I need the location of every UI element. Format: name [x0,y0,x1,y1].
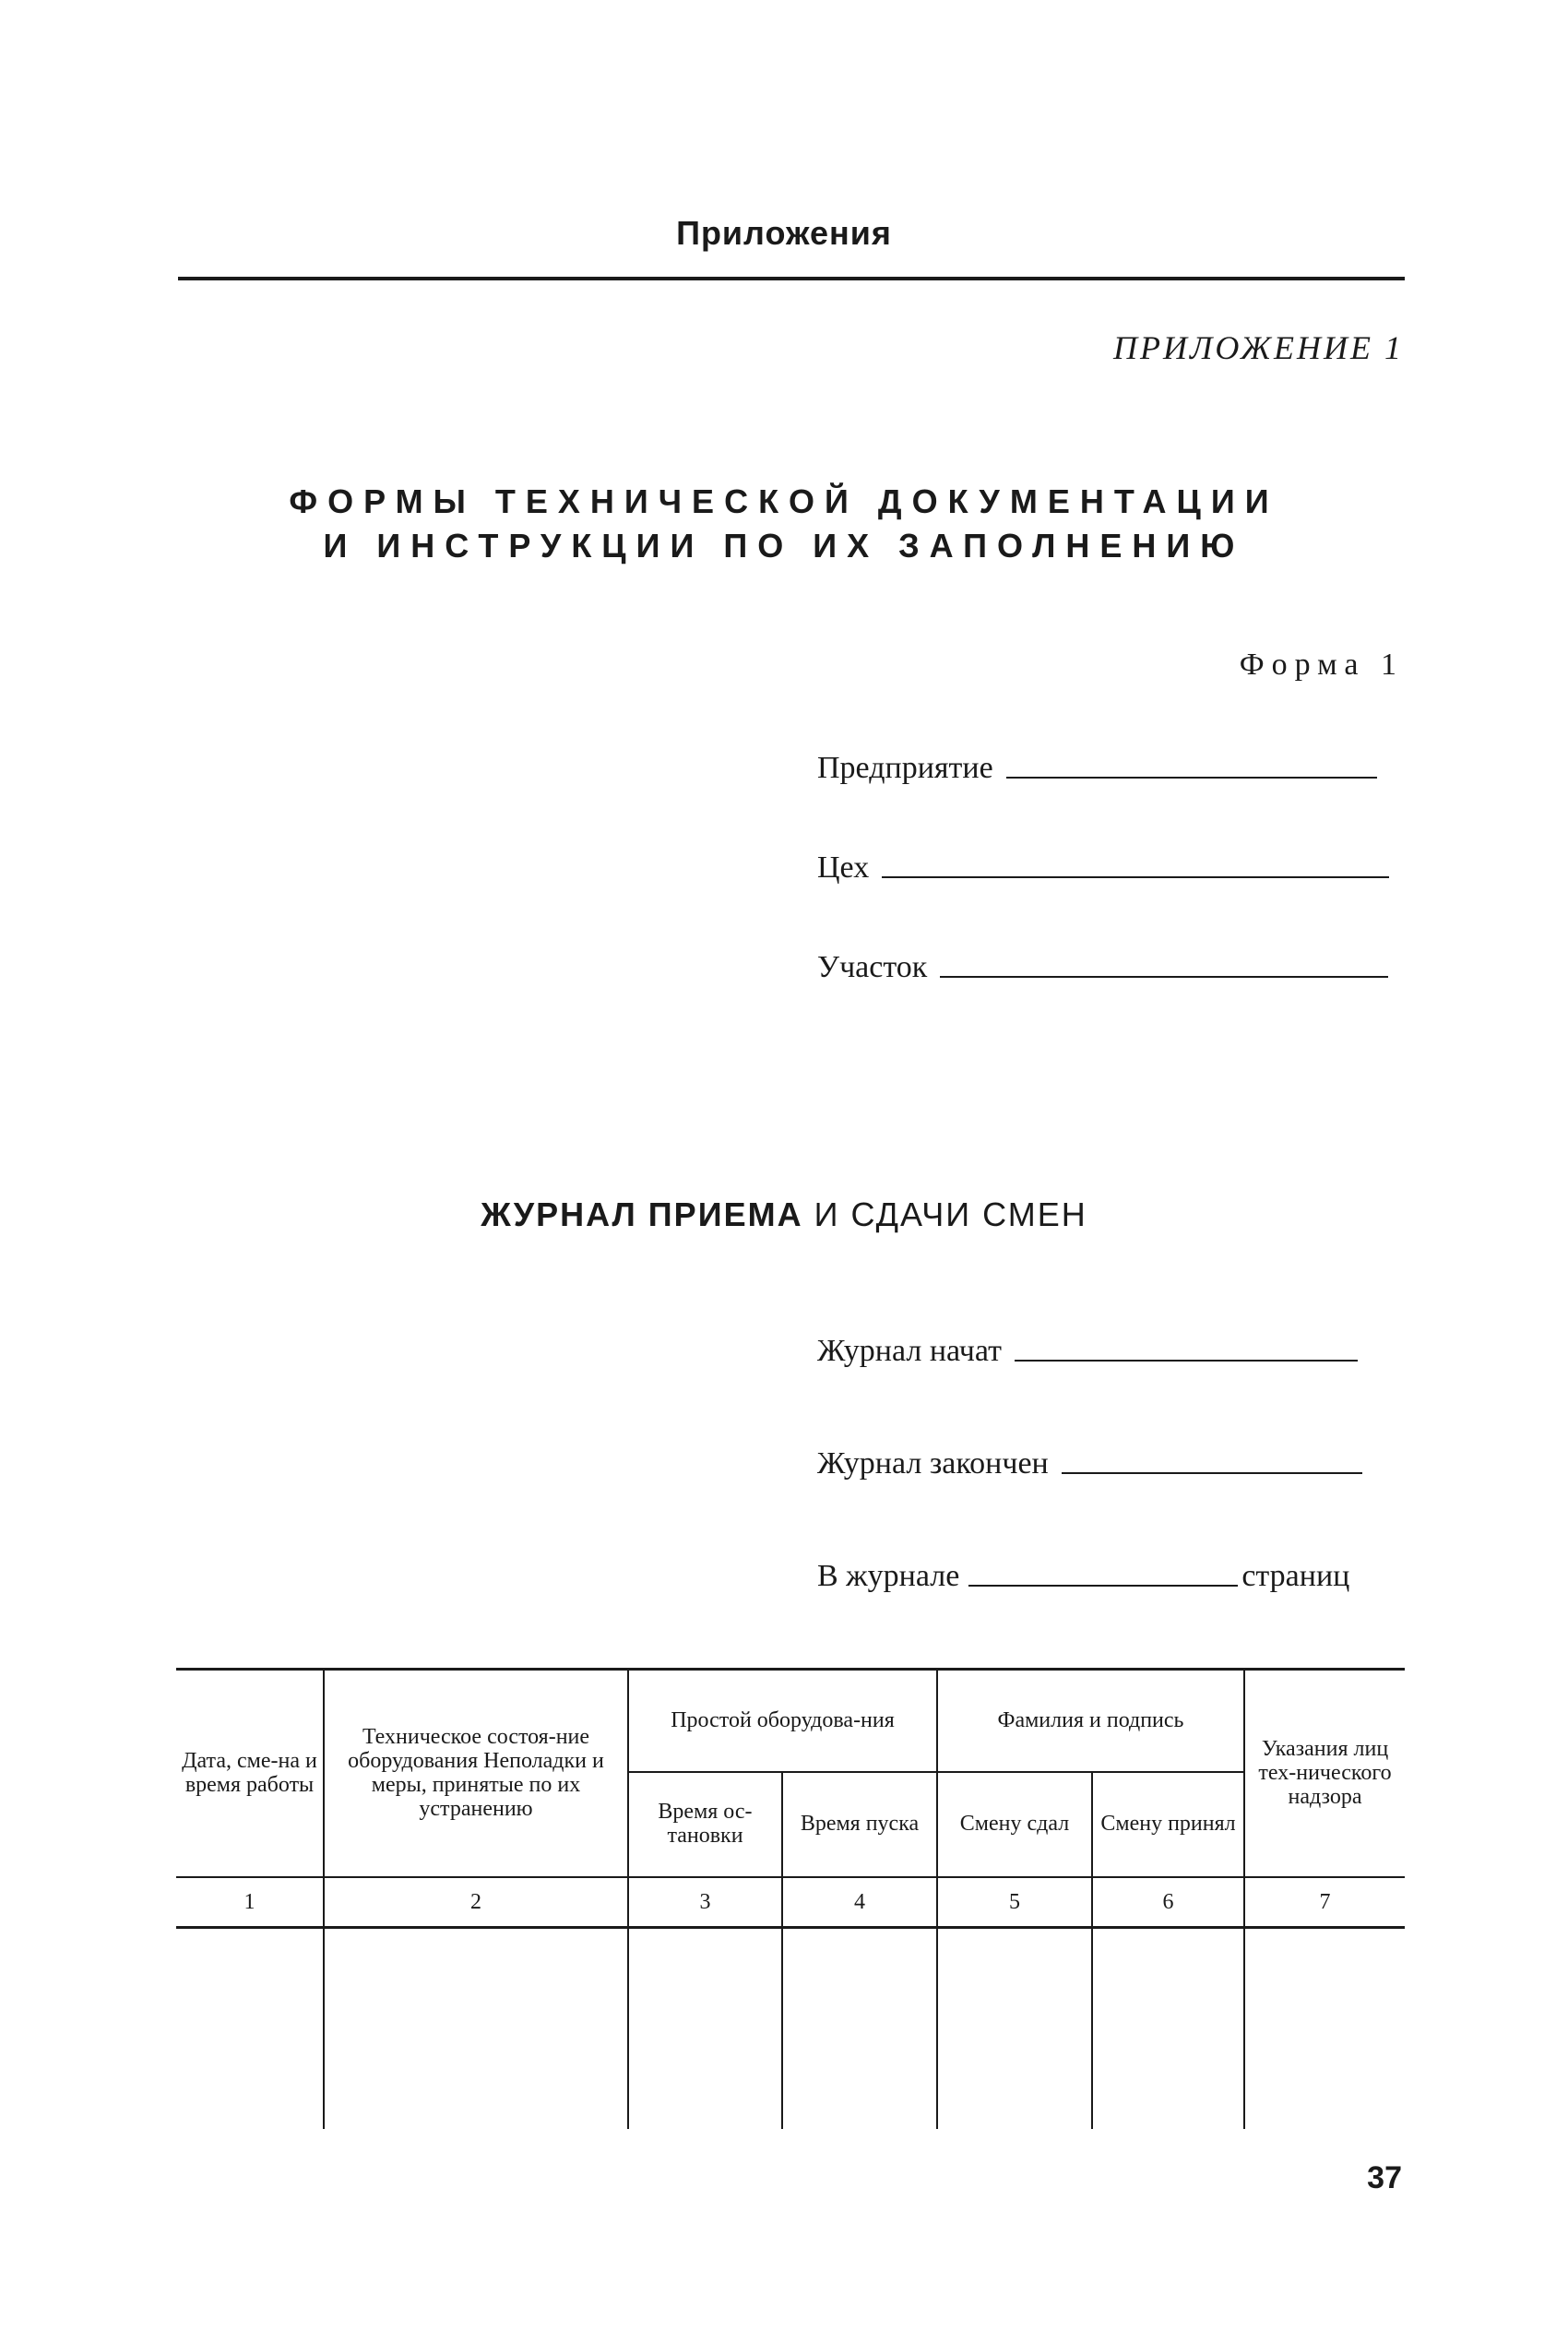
page-count-field [817,1559,1349,1594]
header-date-shift: Дата, сме-на и время работы [182,1749,317,1797]
page-count-suffix: страниц [1241,1559,1350,1593]
page-number: 37 [1367,2160,1402,2195]
section-blank[interactable] [940,974,1388,978]
shift-log-table [176,1668,1405,2129]
header-downtime-group: Простой оборудова-ния [671,1708,895,1732]
column-number-4: 4 [854,1890,865,1914]
journal-finished-blank[interactable] [1062,1470,1362,1474]
journal-title-rest: И СДАЧИ СМЕН [814,1195,1087,1233]
main-title-line-2: И ИНСТРУКЦИИ ПО ИХ ЗАПОЛНЕНИЮ [323,527,1245,565]
journal-title [0,1195,1568,1234]
workshop-field [817,850,1389,886]
header-names-group: Фамилия и подпись [997,1708,1184,1732]
page-count-blank[interactable] [968,1585,1238,1587]
column-number-3: 3 [699,1890,711,1914]
journal-started-blank[interactable] [1015,1358,1358,1362]
header-accepted: Смену принял [1100,1812,1236,1836]
column-number-7: 7 [1319,1890,1331,1914]
column-number-1: 1 [244,1890,255,1914]
section-label: Участок [817,950,928,984]
journal-finished-label: Журнал закончен [817,1446,1049,1481]
main-title [0,480,1568,568]
workshop-label: Цех [817,850,870,885]
table-body-empty-rows[interactable] [176,1928,1405,2129]
appendix-label: ПРИЛОЖЕНИЕ 1 [1113,329,1404,366]
enterprise-blank[interactable] [1006,775,1377,779]
column-number-6: 6 [1162,1890,1174,1914]
enterprise-field [817,751,1377,786]
header-rule [178,277,1405,280]
main-title-line-1: ФОРМЫ ТЕХНИЧЕСКОЙ ДОКУМЕНТАЦИИ [289,482,1279,520]
running-head: Приложения [676,214,892,252]
table-top-rule [176,1668,1405,1671]
column-number-5: 5 [1009,1890,1020,1914]
enterprise-label: Предприятие [817,751,993,785]
header-stop-time: Время ос-тановки [658,1800,753,1848]
header-supervision-notes: Указания лиц тех-нического надзора [1258,1737,1392,1809]
form-label: Форма 1 [1239,648,1404,682]
workshop-blank[interactable] [882,874,1389,878]
header-start-time: Время пуска [800,1812,920,1836]
column-number-2: 2 [470,1890,481,1914]
journal-finished-field [817,1446,1362,1481]
page-count-prefix: В журнале [817,1559,960,1593]
header-technical-state: Техническое состоя-ние оборудования Неполадки и меры, принятые по их устранению [348,1725,604,1821]
header-handed-over: Смену сдал [959,1812,1070,1836]
journal-title-bold: ЖУРНАЛ ПРИЕМА [481,1195,803,1233]
section-field [817,950,1388,985]
journal-started-field [817,1334,1358,1369]
journal-started-label: Журнал начат [817,1334,1002,1368]
